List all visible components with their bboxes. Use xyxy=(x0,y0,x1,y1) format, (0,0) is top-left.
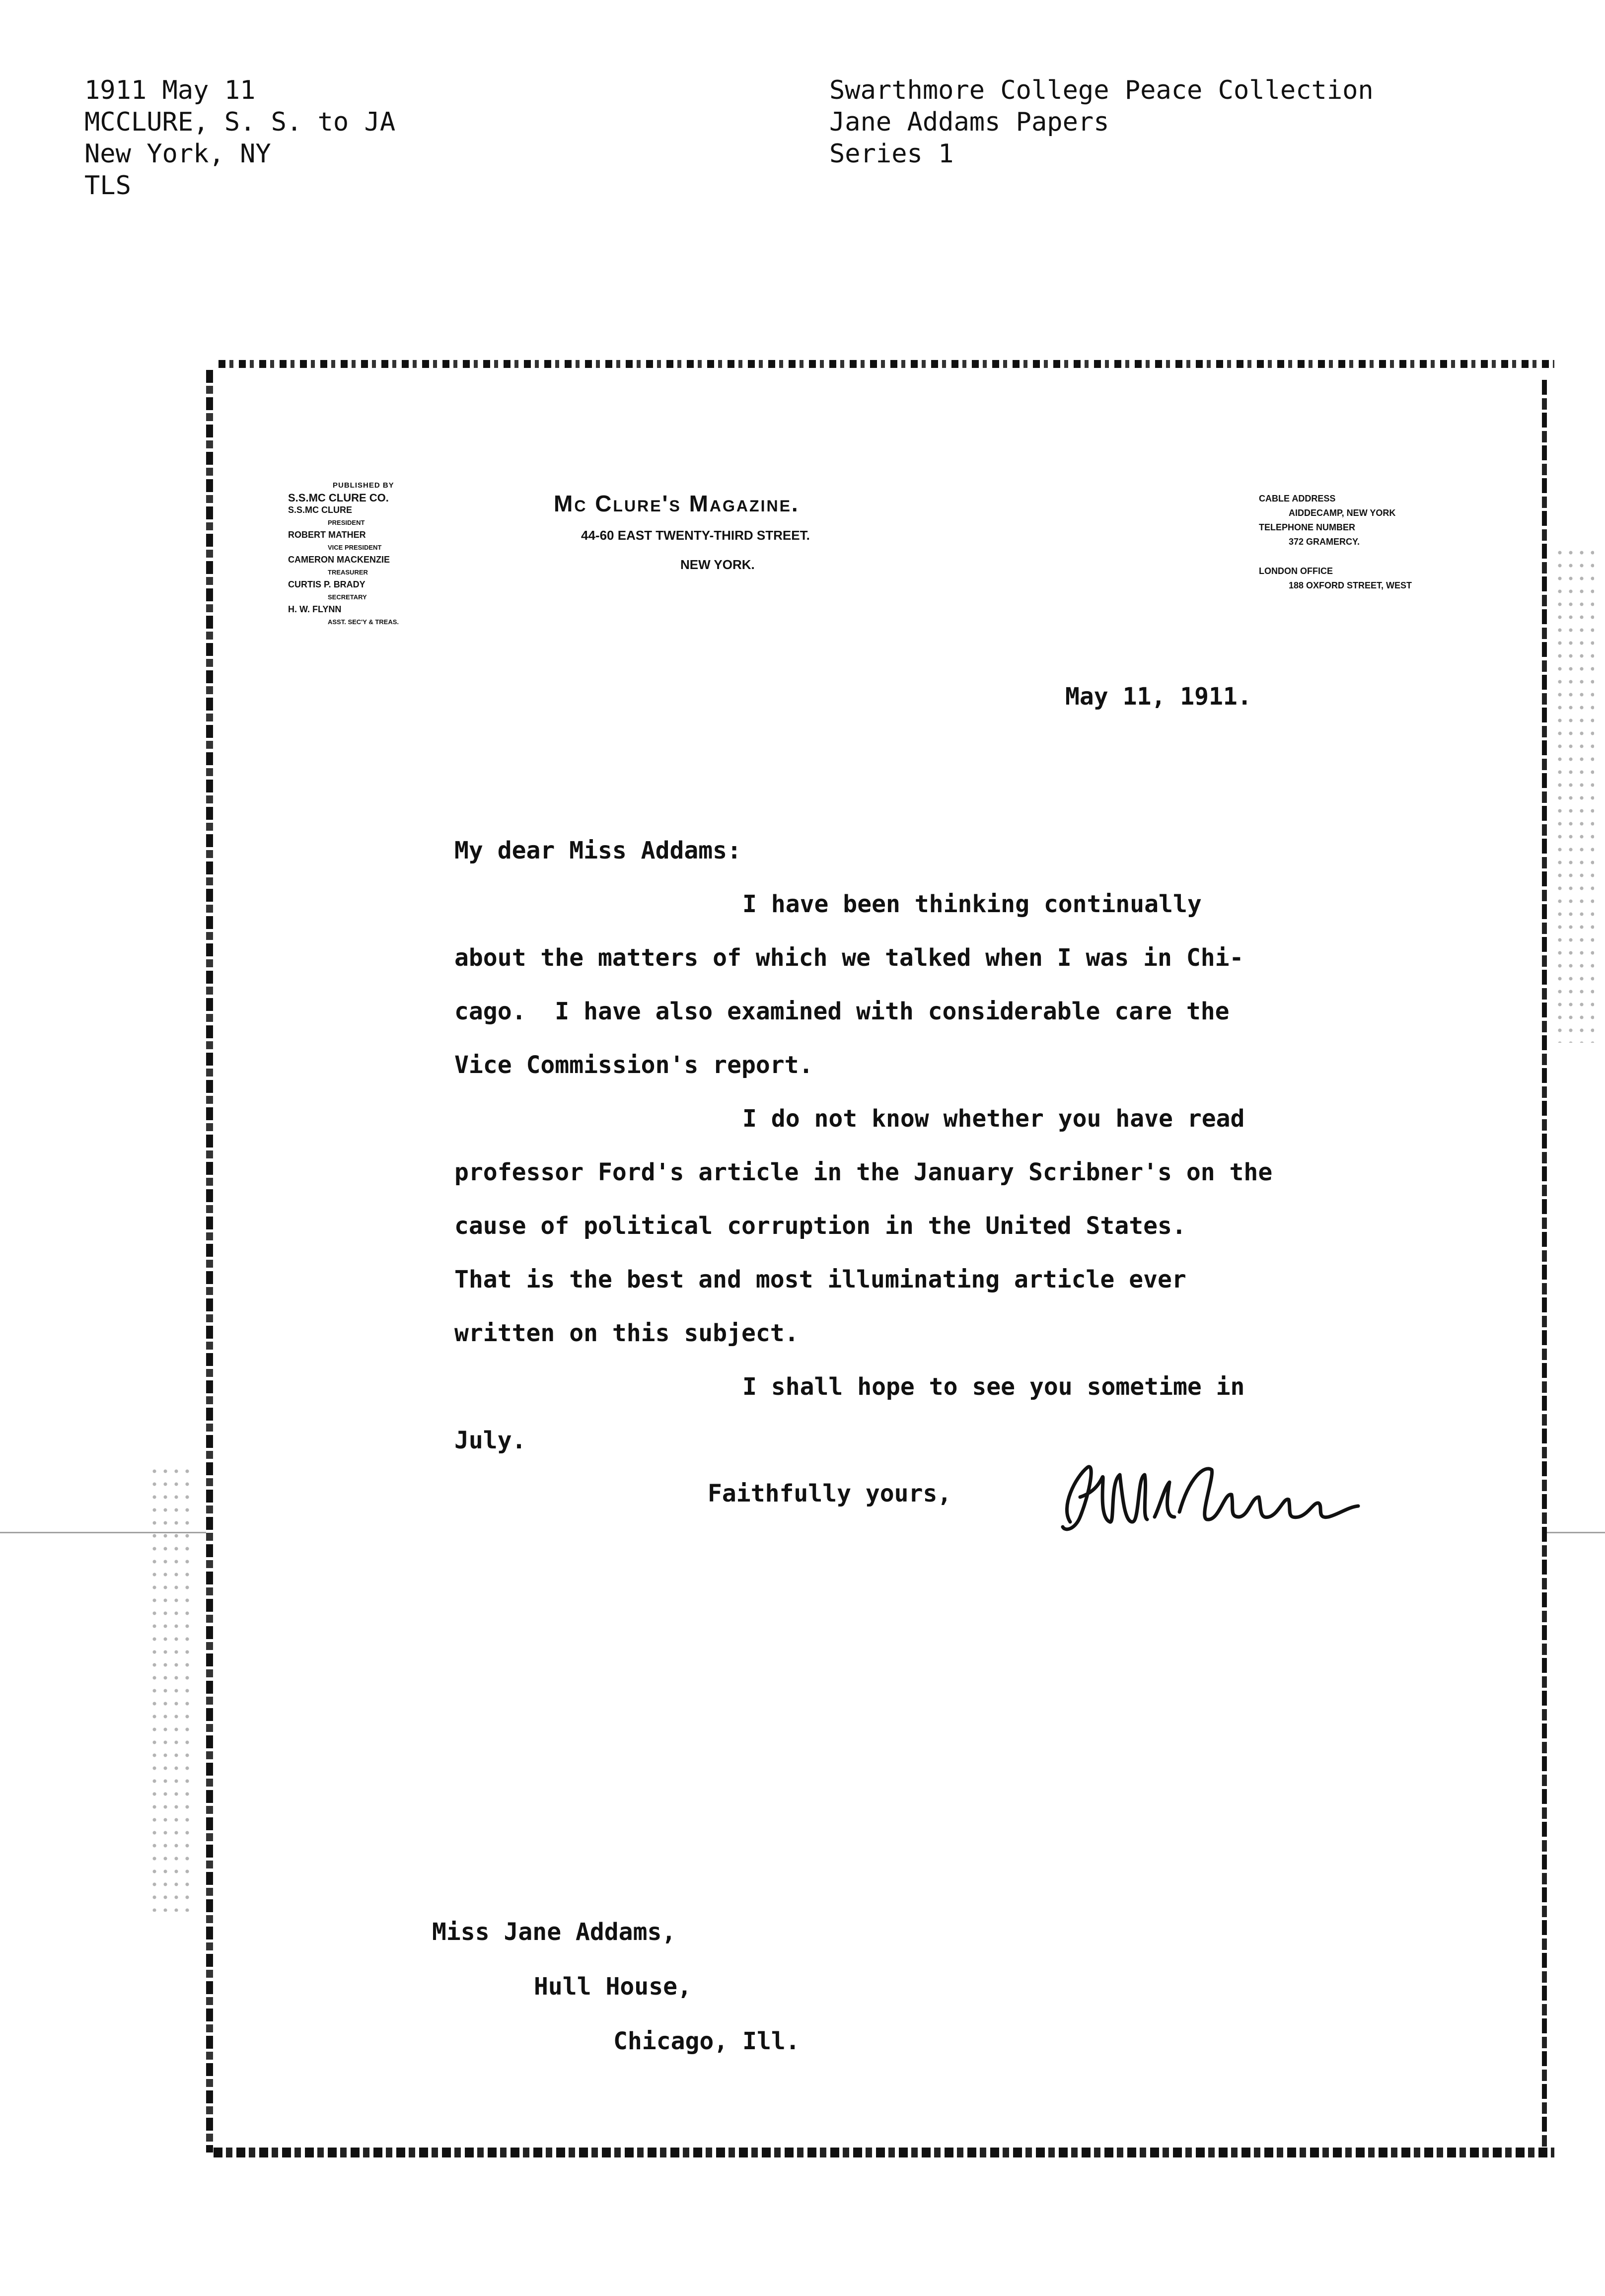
published-by-label: PUBLISHED BY xyxy=(333,481,394,490)
signature-image xyxy=(1040,1447,1418,1547)
letter-body-line: cago. I have also examined with considerable care the xyxy=(454,998,1230,1025)
letter-body-line: July. xyxy=(454,1427,526,1454)
officer-title: TREASURER xyxy=(328,569,368,576)
letter-closing: Faithfully yours, xyxy=(708,1480,952,1507)
letter-sheet xyxy=(206,360,1547,2157)
letter-body-line: written on this subject. xyxy=(454,1319,799,1347)
sheet-edge-right xyxy=(1542,380,1547,2148)
magazine-street-address: 44-60 EAST TWENTY-THIRD STREET. xyxy=(581,528,810,543)
officer-name: H. W. FLYNN xyxy=(288,604,342,614)
letter-body-line: I do not know whether you have read xyxy=(742,1105,1245,1133)
london-office-value: 188 OXFORD STREET, WEST xyxy=(1289,580,1412,590)
scan-speckle-right xyxy=(1554,546,1594,1043)
officer-name: S.S.MC CLURE xyxy=(288,505,353,515)
officer-name: CURTIS P. BRADY xyxy=(288,579,365,589)
sheet-edge-top xyxy=(219,360,1554,368)
letter-body-line: professor Ford's article in the January Scribner's on the xyxy=(454,1158,1273,1186)
officer-title: PRESIDENT xyxy=(328,519,365,526)
archive-citation-right xyxy=(829,74,1374,170)
london-office-label: LONDON OFFICE xyxy=(1259,566,1333,576)
addressee-city: Chicago, Ill. xyxy=(613,2027,800,2055)
publisher-name: S.S.MC CLURE CO. xyxy=(288,492,389,504)
letterhead-contact xyxy=(1259,492,1487,593)
letter-body-line: I have been thinking continually xyxy=(742,890,1202,918)
archive-left-line: TLS xyxy=(84,171,131,201)
officer-title: VICE PRESIDENT xyxy=(328,544,382,551)
addressee-name: Miss Jane Addams, xyxy=(432,1918,676,1946)
telephone-value: 372 GRAMERCY. xyxy=(1289,537,1360,547)
letterhead-officers xyxy=(288,479,437,628)
letter-body-line: cause of political corruption in the United States. xyxy=(454,1212,1186,1240)
officers-list xyxy=(288,504,437,628)
archive-left-line: MCCLURE, S. S. to JA xyxy=(84,107,396,137)
officer-title: SECRETARY xyxy=(328,593,367,601)
scan-speckle-left xyxy=(149,1465,194,1912)
officer-name: CAMERON MACKENZIE xyxy=(288,555,390,565)
sheet-edge-left xyxy=(206,370,213,2152)
letter-date: May 11, 1911. xyxy=(1065,683,1252,711)
letterhead-masthead xyxy=(554,490,1050,573)
magazine-name: Mc Clure's Magazine. xyxy=(554,491,800,516)
officer-title: ASST. SEC'Y & TREAS. xyxy=(328,618,399,626)
cable-address-label: CABLE ADDRESS xyxy=(1259,494,1336,503)
telephone-label: TELEPHONE NUMBER xyxy=(1259,522,1356,532)
archive-right-line: Series 1 xyxy=(829,139,954,169)
archive-citation-left xyxy=(84,74,395,202)
officer-name: ROBERT MATHER xyxy=(288,530,366,540)
letter-body-line: about the matters of which we talked when I was in Chi- xyxy=(454,944,1244,972)
letter-salutation: My dear Miss Addams: xyxy=(454,837,741,864)
cable-address-value: AIDDECAMP, NEW YORK xyxy=(1289,508,1396,518)
letter-body-line: Vice Commission's report. xyxy=(454,1051,813,1079)
letter-body-line: That is the best and most illuminating article ever xyxy=(454,1266,1186,1293)
archive-right-line: Jane Addams Papers xyxy=(829,107,1109,137)
magazine-city: NEW YORK. xyxy=(680,557,755,572)
archive-left-line: 1911 May 11 xyxy=(84,75,256,105)
archive-left-line: New York, NY xyxy=(84,139,271,169)
letter-body-line: I shall hope to see you sometime in xyxy=(742,1373,1245,1401)
addressee-street: Hull House, xyxy=(534,1973,692,2001)
archive-right-line: Swarthmore College Peace Collection xyxy=(829,75,1374,105)
sheet-edge-bottom xyxy=(214,2148,1554,2157)
